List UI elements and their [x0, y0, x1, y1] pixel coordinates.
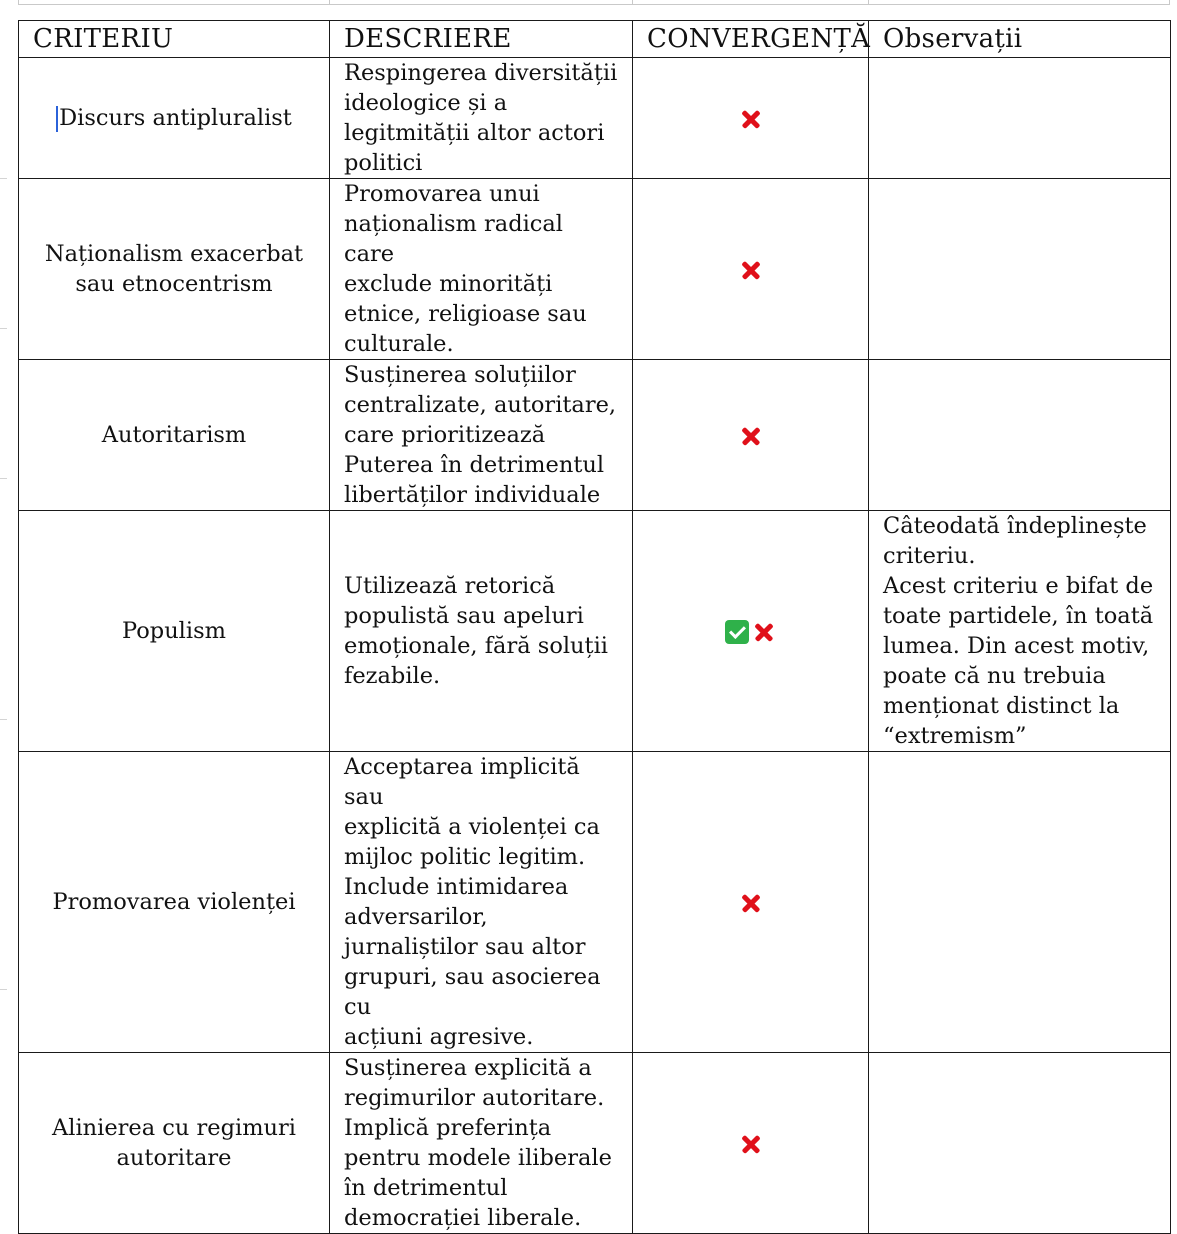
- cell-text-line: Susținerea explicită a: [344, 1055, 592, 1081]
- previous-table-edge: [0, 0, 1177, 5]
- cell-text-line: toate partidele, în toată: [883, 603, 1154, 629]
- cell-text-line: populistă sau apeluri: [344, 603, 584, 629]
- cell-text-line: adversarilor,: [344, 904, 488, 930]
- cell-text-line: Promovarea violenței: [52, 889, 296, 915]
- cell-text-line: Acceptarea implicită sau: [344, 754, 580, 810]
- table-row: [19, 511, 1171, 752]
- criteria-table: [18, 20, 1171, 1234]
- cell-text-line: în detrimentul: [344, 1175, 508, 1201]
- cell-text-line: explicită a violenței ca: [344, 814, 600, 840]
- cell-text-line: grupuri, sau asocierea cu: [344, 964, 601, 1020]
- header-criterion[interactable]: CRITERIU: [19, 21, 330, 58]
- convergence-cell[interactable]: [633, 360, 869, 511]
- cell-text-line: fezabile.: [344, 663, 441, 689]
- cell-text-line: ideologice și a: [344, 90, 508, 116]
- cross-mark-icon: [738, 423, 764, 449]
- cell-text-line: pentru modele iliberale: [344, 1145, 612, 1171]
- criterion-cell[interactable]: [19, 360, 330, 511]
- convergence-cell[interactable]: [633, 179, 869, 360]
- header-description[interactable]: DESCRIERE: [330, 21, 633, 58]
- observations-cell[interactable]: [869, 511, 1171, 752]
- cell-text-line: Discurs antipluralist: [59, 105, 292, 131]
- cell-text-line: politici: [344, 150, 423, 176]
- header-convergence[interactable]: CONVERGENȚĂ: [633, 21, 869, 58]
- cross-mark-icon: [738, 106, 764, 132]
- table-body: [19, 58, 1171, 1234]
- cell-text-line: culturale.: [344, 331, 454, 357]
- cell-text-line: Autoritarism: [101, 422, 247, 448]
- table-row: [19, 58, 1171, 179]
- cell-text-line: democrației liberale.: [344, 1205, 582, 1231]
- cell-text-line: menționat distinct la: [883, 693, 1120, 719]
- cell-text-line: Câteodată îndeplinește: [883, 513, 1147, 539]
- criterion-cell[interactable]: [19, 179, 330, 360]
- cell-text-line: jurnaliștilor sau altor: [344, 934, 586, 960]
- cell-text-line: Populism: [122, 618, 226, 644]
- cross-mark-icon: [738, 890, 764, 916]
- criterion-cell[interactable]: [19, 752, 330, 1053]
- cross-mark-icon: [738, 1131, 764, 1157]
- header-observations[interactable]: Observații: [869, 21, 1171, 58]
- cell-text-line: Implică preferința: [344, 1115, 552, 1141]
- cell-text-line: care prioritizează: [344, 422, 546, 448]
- cell-text-line: lumea. Din acest motiv,: [883, 633, 1150, 659]
- text-cursor: [56, 106, 58, 132]
- cell-text-line: autoritare: [116, 1145, 232, 1171]
- cross-mark-icon: [751, 619, 777, 645]
- cell-text-line: regimurilor autoritare.: [344, 1085, 605, 1111]
- criterion-cell[interactable]: [19, 58, 330, 179]
- table-header-row: [19, 21, 1171, 58]
- cell-text-line: Naționalism exacerbat: [44, 241, 304, 267]
- margin-tick: [0, 719, 7, 720]
- cell-text-line: Promovarea unui: [344, 181, 540, 207]
- cell-text-line: Alinierea cu regimuri: [52, 1115, 296, 1141]
- cell-text-line: Utilizează retorică: [344, 573, 556, 599]
- description-cell[interactable]: [330, 360, 633, 511]
- description-cell[interactable]: [330, 1053, 633, 1234]
- cell-text-line: libertăților individuale: [344, 482, 601, 508]
- description-cell[interactable]: [330, 752, 633, 1053]
- table-row: [19, 752, 1171, 1053]
- cell-text-line: “extremism”: [883, 723, 1027, 749]
- cell-text-line: criteriu.: [883, 543, 976, 569]
- previous-table-divider: [1169, 0, 1170, 5]
- cell-text-line: poate că nu trebuia: [883, 663, 1106, 689]
- description-cell[interactable]: [330, 511, 633, 752]
- description-cell[interactable]: [330, 58, 633, 179]
- criterion-cell[interactable]: [19, 1053, 330, 1234]
- cell-text-line: mijloc politic legitim.: [344, 844, 586, 870]
- cell-text-line: centralizate, autoritare,: [344, 392, 617, 418]
- observations-cell[interactable]: [869, 752, 1171, 1053]
- cell-text-line: acțiuni agresive.: [344, 1024, 534, 1050]
- table-row: [19, 360, 1171, 511]
- cell-text-line: legitmității altor actori: [344, 120, 605, 146]
- convergence-cell[interactable]: [633, 752, 869, 1053]
- cell-text-line: Include intimidarea: [344, 874, 569, 900]
- observations-cell[interactable]: [869, 179, 1171, 360]
- check-mark-button-icon: [725, 620, 749, 644]
- observations-cell[interactable]: [869, 1053, 1171, 1234]
- description-cell[interactable]: [330, 179, 633, 360]
- cell-text-line: Acest criteriu e bifat de: [883, 573, 1154, 599]
- cell-text-line: exclude minorități: [344, 271, 553, 297]
- cell-text-line: Susținerea soluțiilor: [344, 362, 576, 388]
- criterion-cell[interactable]: [19, 511, 330, 752]
- cell-text-line: Puterea în detrimentul: [344, 452, 605, 478]
- convergence-cell[interactable]: [633, 511, 869, 752]
- observations-cell[interactable]: [869, 58, 1171, 179]
- table-row: [19, 1053, 1171, 1234]
- cell-text-line: sau etnocentrism: [75, 271, 273, 297]
- cell-text-line: emoționale, fără soluții: [344, 633, 608, 659]
- cell-text-line: etnice, religioase sau: [344, 301, 587, 327]
- margin-tick: [0, 328, 7, 329]
- convergence-cell[interactable]: [633, 58, 869, 179]
- cell-text-line: naționalism radical care: [344, 211, 564, 267]
- convergence-cell[interactable]: [633, 1053, 869, 1234]
- previous-table-bottom-border: [18, 4, 1169, 5]
- margin-tick: [0, 478, 7, 479]
- observations-cell[interactable]: [869, 360, 1171, 511]
- margin-tick: [0, 178, 7, 179]
- cell-text-line: Respingerea diversității: [344, 60, 618, 86]
- cross-mark-icon: [738, 257, 764, 283]
- margin-tick: [0, 989, 7, 990]
- table-row: [19, 179, 1171, 360]
